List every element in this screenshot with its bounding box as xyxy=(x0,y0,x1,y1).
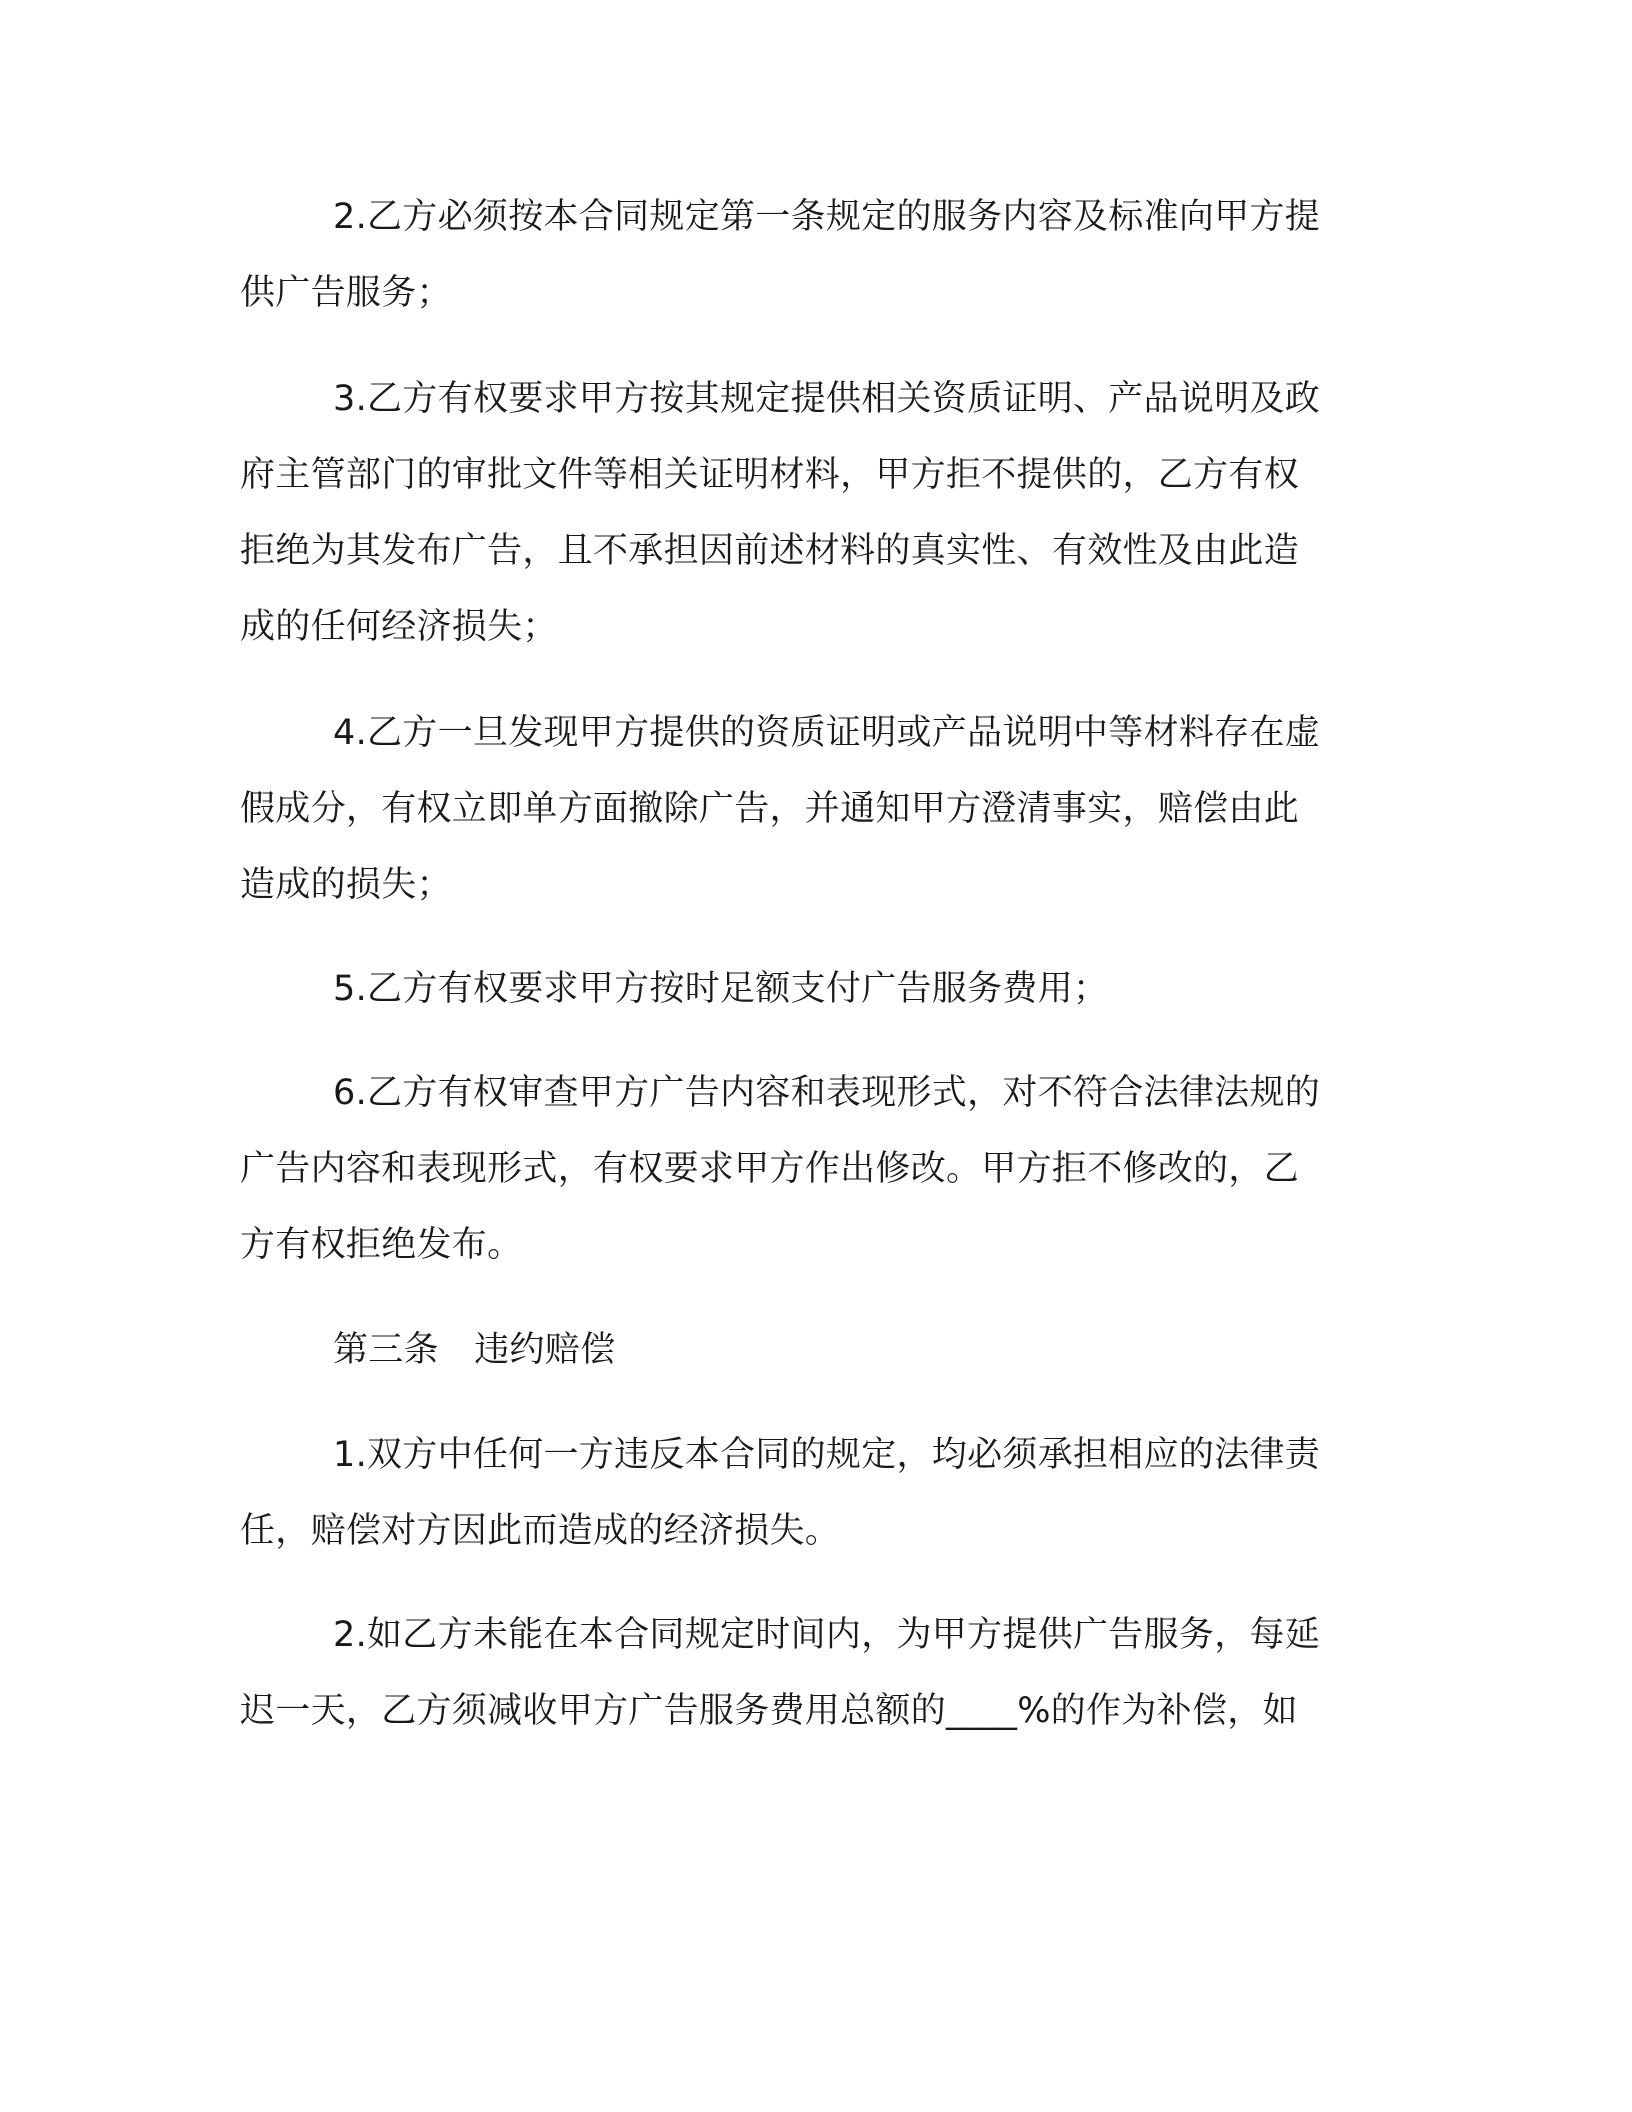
paragraph-line: 4.乙方一旦发现甲方提供的资质证明或产品说明中等材料存在虚 xyxy=(333,713,1321,753)
paragraph-line: 供广告服务； xyxy=(240,273,452,313)
paragraph-line: 1.双方中任何一方违反本合同的规定，均必须承担相应的法律责 xyxy=(333,1435,1321,1475)
paragraph-line: 拒绝为其发布广告，且不承担因前述材料的真实性、有效性及由此造 xyxy=(240,531,1300,571)
paragraph-line: 假成分，有权立即单方面撤除广告，并通知甲方澄清事实，赔偿由此 xyxy=(240,789,1300,829)
section-heading: 第三条 违约赔偿 xyxy=(333,1330,616,1370)
paragraph-line: 广告内容和表现形式，有权要求甲方作出修改。甲方拒不修改的，乙 xyxy=(240,1149,1300,1189)
paragraph-line: 6.乙方有权审查甲方广告内容和表现形式，对不符合法律法规的 xyxy=(333,1073,1321,1113)
paragraph-line: 2.乙方必须按本合同规定第一条规定的服务内容及标准向甲方提 xyxy=(333,197,1321,237)
paragraph-line: 2.如乙方未能在本合同规定时间内，为甲方提供广告服务，每延 xyxy=(333,1615,1321,1655)
paragraph-line: 造成的损失； xyxy=(240,865,452,905)
paragraph-line: 3.乙方有权要求甲方按其规定提供相关资质证明、产品说明及政 xyxy=(333,379,1321,419)
paragraph-line: 迟一天，乙方须减收甲方广告服务费用总额的____%的作为补偿，如 xyxy=(240,1691,1298,1731)
paragraph-line: 成的任何经济损失； xyxy=(240,607,558,647)
paragraph-line: 方有权拒绝发布。 xyxy=(240,1225,523,1265)
paragraph-line: 府主管部门的审批文件等相关证明材料，甲方拒不提供的，乙方有权 xyxy=(240,455,1300,495)
paragraph-line: 5.乙方有权要求甲方按时足额支付广告服务费用； xyxy=(333,969,1109,1009)
paragraph-line: 任，赔偿对方因此而造成的经济损失。 xyxy=(240,1511,841,1551)
